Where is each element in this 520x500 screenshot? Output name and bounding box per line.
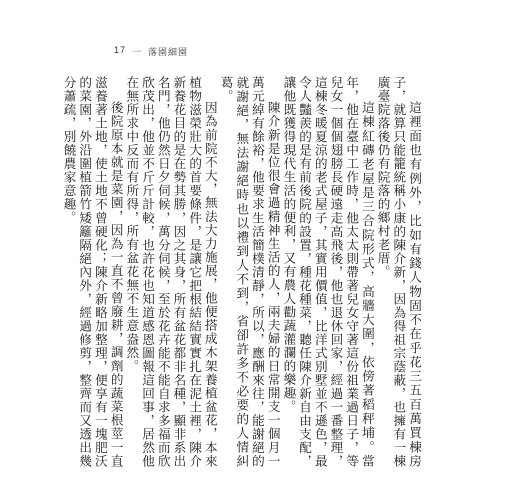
paragraph-2: 這棟紅磚老屋是三合院形式，高牆大圍，依傍著稻秤埔。當年，他在臺中工作時，他太太則帶著兒女守著這份祖業過日子，等兒女一個個翅膀長硬遠走高飛後，他也退休回家，經過一番整理，這棟冬暖夏涼的老式屋子，其實用價值，比洋式別墅並不遜色，最令人豔羨的是有前後院的設置，種花種菜，聽任陳介新自由支配，讓他既獲得現代生活的便利，又有農人勸蔬灌瀾的樂趣。 bbox=[281, 76, 375, 468]
paragraph-1: 這裡面也有例外，比如有錢人物固不在乎花三五百萬買棟房子，就算只能籠統稱小康的陳介新，因為得祖宗蔭蔽，也擁有一棟廣臺院落後仍有院落的鄉村老厝。 bbox=[375, 76, 422, 468]
body-text bbox=[61, 76, 422, 468]
paragraph-4: 因為前院不大，無法大力施展，他便搭成木架養植盆花，本來植物滋榮壯大的首要條件，是讓它把根結結實實扎在泥土裡，陳介新養花目的是在勢其勝，因之其身，所有盆花都非名種，顯非系出名門，他仍然日夕伺候，萬分伺候，至於花卉能不能自求多福而欣欣茂出，他並不斤斤計較，也許花也知道感恩圖報這回事，居然他在無所求中反而有所得，所有盆花無不生意盎然。 bbox=[124, 76, 218, 468]
page-number: 17 bbox=[114, 45, 127, 55]
paragraph-3: 陳介新是位很會過精神生活的人，兩夫婦的日常開支一個月一萬元綽有餘裕，他要求生活簡樸清靜，所以，應酬來往，能謝絕的就謝絕，無法謝絕時也以禮到人不到，省卻許多不必要的人情糾葛。 bbox=[218, 76, 281, 468]
running-head bbox=[114, 45, 188, 58]
chapter-title: 落園細園 bbox=[148, 48, 189, 58]
running-head-dash: 一 bbox=[132, 48, 143, 58]
paragraph-5: 後院原本就是菜園，因為一直不曾廢耕，調劑的蔬菜根莖一直滋養著土地，使土地不曾硬化；陳介新略加整理，便享有一塊肥沃的菜園，外沿圍植箭竹矮籬隔絕內外，經過修剪，整齊而又透出幾分蕭疏，別饒農家意趣。 bbox=[61, 76, 124, 468]
